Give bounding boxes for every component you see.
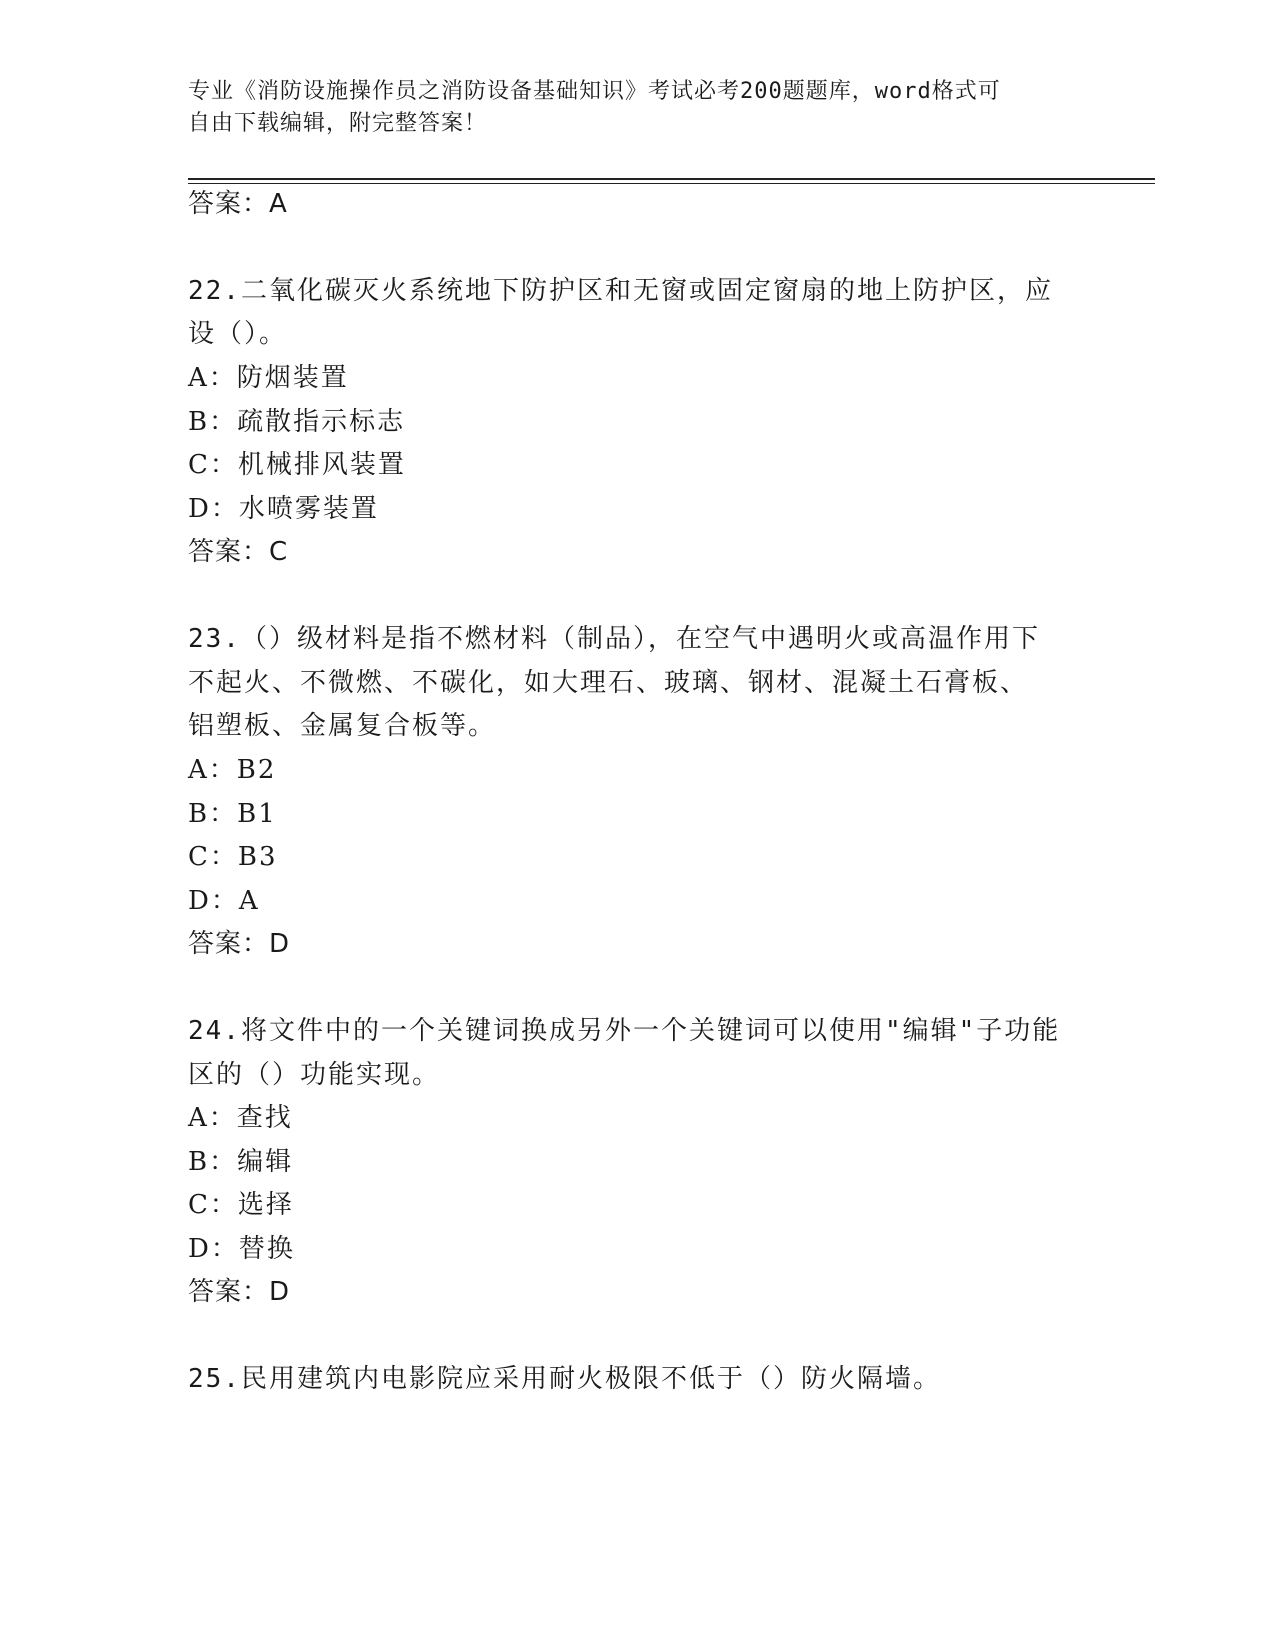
q23-answer: 答案：D bbox=[188, 929, 291, 959]
q23-text-line-1: 23.（）级材料是指不燃材料（制品），在空气中遇明火或高温作用下 bbox=[188, 624, 1040, 654]
q22-option-a: A：防烟装置 bbox=[188, 363, 349, 393]
q23-option-a: A：B2 bbox=[188, 755, 277, 785]
answer-prev: 答案：A bbox=[188, 189, 288, 219]
header-divider-thin bbox=[188, 183, 1155, 184]
q24-text-line-2: 区的（）功能实现。 bbox=[188, 1060, 441, 1090]
q24-option-c: C：选择 bbox=[188, 1190, 294, 1220]
header-line-1: 专业《消防设施操作员之消防设备基础知识》考试必考200题题库，word格式可 bbox=[188, 79, 1001, 104]
q23-text-line-3: 铝塑板、金属复合板等。 bbox=[188, 711, 497, 741]
q23-option-c: C：B3 bbox=[188, 842, 278, 872]
header-line-2: 自由下载编辑，附完整答案！ bbox=[188, 111, 488, 136]
q24-answer: 答案：D bbox=[188, 1277, 291, 1307]
q24-text-line-1: 24.将文件中的一个关键词换成另外一个关键词可以使用"编辑"子功能 bbox=[188, 1016, 1061, 1046]
q23-text-line-2: 不起火、不微燃、不碳化，如大理石、玻璃、钢材、混凝土石膏板、 bbox=[188, 668, 1029, 698]
document-header bbox=[188, 76, 1068, 140]
q22-answer: 答案：C bbox=[188, 537, 289, 567]
q24-option-a: A：查找 bbox=[188, 1103, 293, 1133]
q23-option-b: B：B1 bbox=[188, 799, 277, 829]
q24-option-b: B：编辑 bbox=[188, 1147, 294, 1177]
q22-option-c: C：机械排风装置 bbox=[188, 450, 406, 480]
q22-option-b: B：疏散指示标志 bbox=[188, 407, 406, 437]
q23-option-d: D：A bbox=[188, 886, 260, 916]
q25-text-line-1: 25.民用建筑内电影院应采用耐火极限不低于（）防火隔墙。 bbox=[188, 1364, 941, 1394]
header-divider-thick bbox=[188, 178, 1155, 180]
q22-option-d: D：水喷雾装置 bbox=[188, 494, 379, 524]
q22-text-line-2: 设（）。 bbox=[188, 319, 288, 349]
q24-option-d: D：替换 bbox=[188, 1234, 295, 1264]
q22-text-line-1: 22.二氧化碳灭火系统地下防护区和无窗或固定窗扇的地上防护区，应 bbox=[188, 276, 1053, 306]
